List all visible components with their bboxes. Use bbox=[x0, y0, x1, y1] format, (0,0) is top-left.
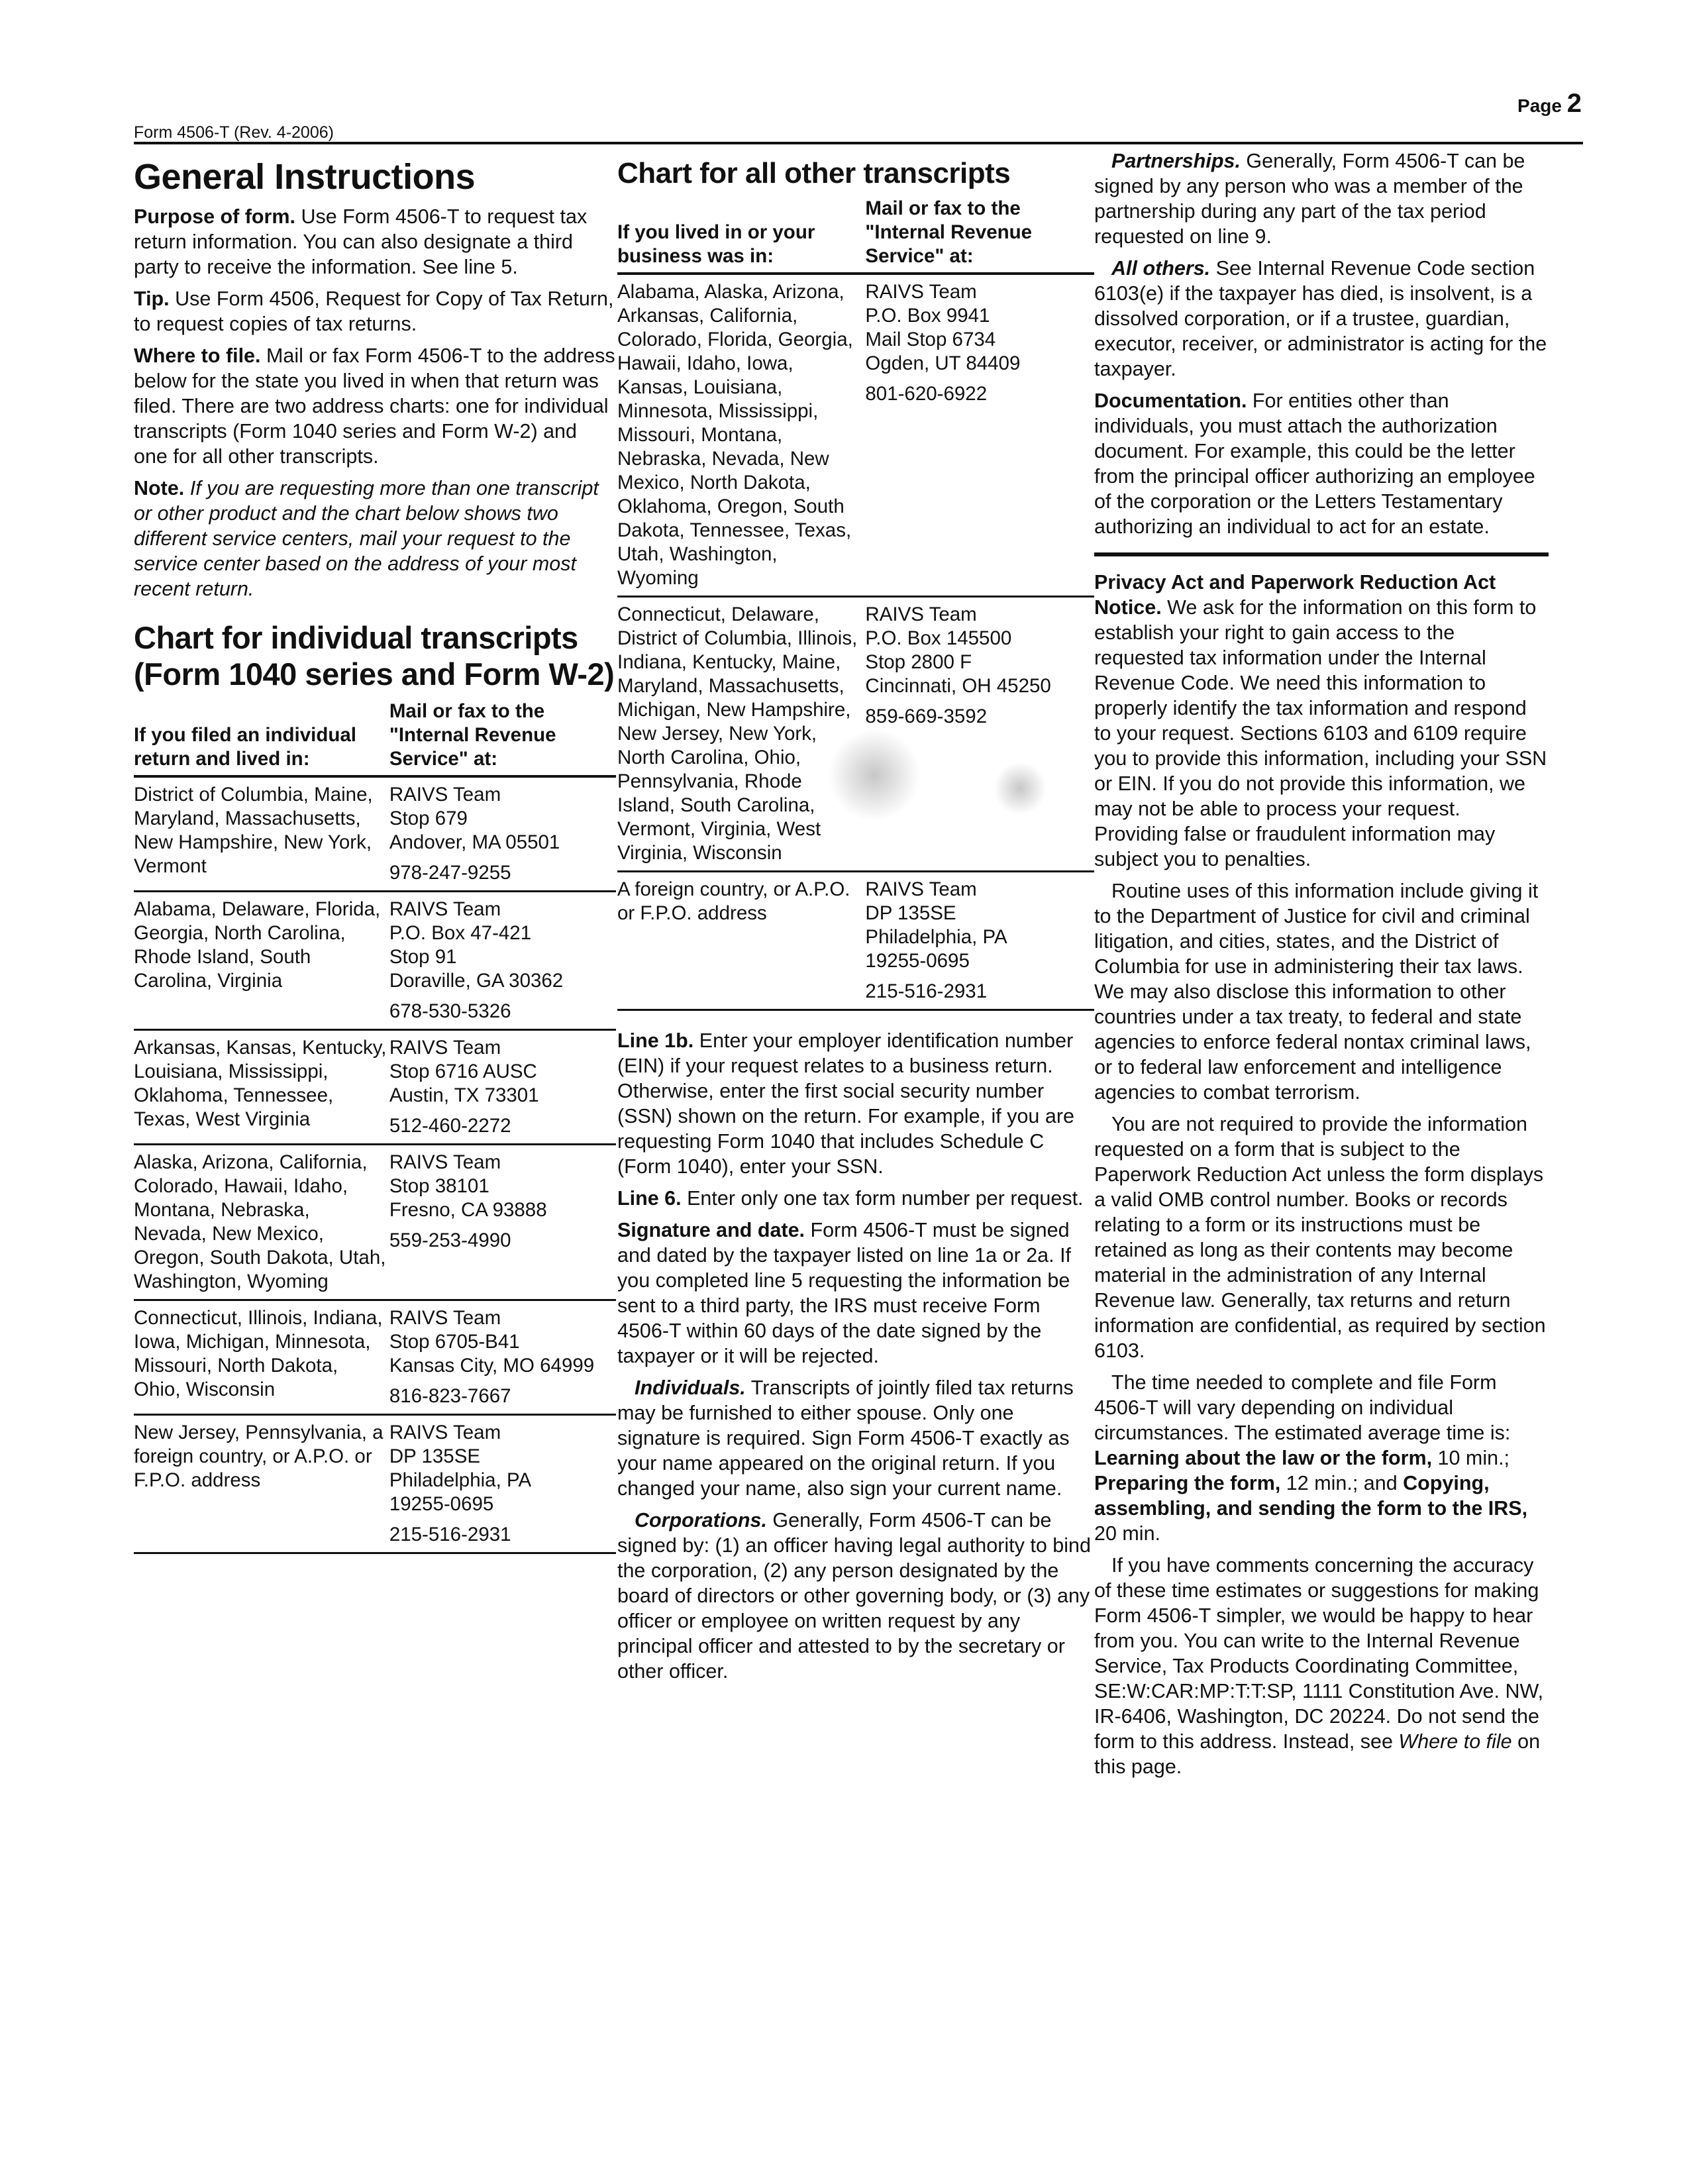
table-row bbox=[617, 274, 1094, 597]
mailing-address: RAIVS Team P.O. Box 145500 Stop 2800 F Cincinnati, OH 45250 bbox=[865, 603, 1051, 698]
state-list-cell: Alaska, Arizona, California, Colorado, Hawaii, Idaho, Montana, Nebraska, Nevada, New Mexico, Oregon, South Dakota, Utah, Washington, Wyoming bbox=[134, 1145, 389, 1300]
column-header-address: Mail or fax to the "Internal Revenue Service" at: bbox=[865, 197, 1094, 274]
paragraph-omb: You are not required to provide the information requested on a form that is subject to the Paperwork Reduction Act unless the form displays a valid OMB control number. Books or records relating to a form or its instructions must be retained as long as their contents may become material in the administration of any Internal Revenue law. Generally, tax returns and return information are confidential, as required by section 6103. bbox=[1094, 1113, 1546, 1362]
state-list-cell: Alabama, Alaska, Arizona, Arkansas, California, Colorado, Florida, Georgia, Hawaii, Idaho, Iowa, Kansas, Louisiana, Minnesota, Mississippi, Missouri, Montana, Nebraska, Nevada, New Mexico, North Dakota, Oklahoma, Oregon, South Dakota, Tennessee, Texas, Utah, Washington, Wyoming bbox=[617, 274, 865, 597]
state-list-cell: Connecticut, Delaware, District of Columbia, Illinois, Indiana, Kentucky, Maine, Maryland, Massachusetts, Michigan, New Hampshire, New Jersey, New York, North Carolina, Ohio, Pennsylvania, Rhode Island, South Carolina, Vermont, Virginia, West Virginia, Wisconsin bbox=[617, 597, 865, 872]
chart-title-individual: Chart for individual transcripts (Form 1040 series and Form W-2) bbox=[134, 620, 615, 692]
fax-phone-number: 678-530-5326 bbox=[389, 1000, 511, 1023]
mailing-address: RAIVS Team Stop 6705-B41 Kansas City, MO 64999 bbox=[389, 1307, 595, 1377]
mailing-address: RAIVS Team Stop 679 Andover, MA 05501 bbox=[389, 784, 560, 854]
paragraph-partnerships: Partnerships. Generally, Form 4506-T can be signed by any person who was a member of the partnership during any part of the tax period requested on line 9. bbox=[1094, 150, 1525, 248]
paragraph-privacy-act: Privacy Act and Paperwork Reduction Act Notice. We ask for the information on this form to establish your right to gain access to the requested tax information under the Internal Revenue Code. We need this information to properly identify the tax information and respond to your request. Sections 6103 and 6109 require you to provide this information, including your SSN or EIN. If you do not provide this information, we may not be able to process your request. Providing false or fraudulent information may subject you to penalties. bbox=[1094, 571, 1547, 870]
section-divider bbox=[1094, 552, 1549, 556]
fax-phone-number: 215-516-2931 bbox=[389, 1524, 511, 1546]
fax-phone-number: 978-247-9255 bbox=[389, 862, 511, 884]
column-1 bbox=[134, 156, 616, 1554]
fax-phone-number: 801-620-6922 bbox=[865, 383, 988, 405]
address-cell bbox=[389, 1030, 616, 1145]
page-number-value: 2 bbox=[1566, 89, 1582, 118]
mailing-address: RAIVS Team P.O. Box 9941 Mail Stop 6734 Ogden, UT 84409 bbox=[865, 281, 1021, 375]
table-row bbox=[134, 1030, 616, 1145]
address-cell bbox=[389, 776, 616, 892]
table-row bbox=[617, 872, 1094, 1010]
state-list-cell: Alabama, Delaware, Florida, Georgia, North Carolina, Rhode Island, South Carolina, Virginia bbox=[134, 892, 389, 1030]
column-2 bbox=[617, 156, 1094, 1690]
fax-phone-number: 816-823-7667 bbox=[389, 1385, 511, 1408]
form-identifier: Form 4506-T (Rev. 4-2006) bbox=[134, 123, 334, 142]
state-list-cell: Connecticut, Illinois, Indiana, Iowa, Michigan, Minnesota, Missouri, North Dakota, Ohio, Wisconsin bbox=[134, 1300, 389, 1415]
scan-smudge bbox=[994, 762, 1047, 815]
page-label: Page bbox=[1517, 95, 1562, 116]
other-address-table bbox=[617, 197, 1094, 1011]
paragraph-where-to-file: Where to file. Mail or fax Form 4506-T to the address below for the state you lived in when that return was filed. There are two address charts: one for individual transcripts (Form 1040 series and Form W-2) and one for all other transcripts. bbox=[134, 344, 615, 468]
paragraph-corporations: Corporations. Generally, Form 4506-T can be signed by: (1) an officer having legal authority to bind the corporation, (2) any person designated by the board of directors or other governing body, or (3) any officer or employee on written request by any principal officer and attested to by the secretary or other officer. bbox=[617, 1509, 1091, 1683]
fax-phone-number: 512-460-2272 bbox=[389, 1115, 511, 1137]
mailing-address: RAIVS Team Stop 38101 Fresno, CA 93888 bbox=[389, 1151, 547, 1222]
paragraph-signature: Signature and date. Form 4506-T must be signed and dated by the taxpayer listed on line 1a or 2a. If you completed line 5 requesting the information be sent to a third party, the IRS must receive Form 4506-T within 60 days of the date signed by the taxpayer or it will be rejected. bbox=[617, 1219, 1072, 1368]
paragraph-line-1b: Line 1b. Enter your employer identification number (EIN) if your request relates to a business return. Otherwise, enter the first social security number (SSN) shown on the return. For example, if you are requesting Form 1040 that includes Schedule C (Form 1040), enter your SSN. bbox=[617, 1029, 1074, 1178]
address-cell bbox=[389, 1300, 616, 1415]
fax-phone-number: 215-516-2931 bbox=[865, 980, 988, 1003]
address-cell bbox=[865, 597, 1094, 872]
section-title-general-instructions: General Instructions bbox=[134, 157, 476, 197]
paragraph-all-others: All others. See Internal Revenue Code section 6103(e) if the taxpayer has died, is insolvent, is a dissolved corporation, or if a trustee, guardian, executor, receiver, or administrator is acting for the taxpayer. bbox=[1094, 257, 1547, 380]
column-header-address: Mail or fax to the "Internal Revenue Service" at: bbox=[389, 700, 616, 776]
paragraph-line-6: Line 6. Enter only one tax form number per request. bbox=[617, 1187, 1084, 1210]
mailing-address: RAIVS Team Stop 6716 AUSC Austin, TX 73301 bbox=[389, 1037, 539, 1107]
column-3 bbox=[1094, 148, 1549, 1786]
address-cell bbox=[389, 1415, 616, 1553]
address-cell bbox=[865, 872, 1094, 1010]
fax-phone-number: 559-253-4990 bbox=[389, 1229, 511, 1252]
table-body bbox=[617, 274, 1094, 1010]
table-row bbox=[134, 1145, 616, 1300]
paragraph-comments: If you have comments concerning the accuracy of these time estimates or suggestions for making Form 4506-T simpler, we would be happy to hear from you. You can write to the Internal Revenue Service, Tax Products Coordinating Committee, SE:W:CAR:MP:T:T:SP, 1111 Constitution Ave. NW, IR-6406, Washington, DC 20224. Do not send the form to this address. Instead, see Where to file on this page. bbox=[1094, 1554, 1544, 1778]
paragraph-tip: Tip. Use Form 4506, Request for Copy of Tax Return, to request copies of tax returns. bbox=[134, 287, 614, 336]
column-header-state: If you lived in or your business was in: bbox=[617, 197, 865, 274]
header-rule bbox=[134, 142, 1583, 144]
paragraph-note: Note. If you are requesting more than one transcript or other product and the chart below shows two different service centers, mail your request to the service center based on the address of your most recent return. bbox=[134, 477, 599, 601]
state-list-cell: A foreign country, or A.P.O. or F.P.O. address bbox=[617, 872, 865, 1010]
state-list-cell: District of Columbia, Maine, Maryland, Massachusetts, New Hampshire, New York, Vermont bbox=[134, 776, 389, 892]
paragraph-time-estimate: The time needed to complete and file Form 4506-T will vary depending on individual circumstances. The estimated average time is: Learning about the law or the form, 10 min.; Preparing the form, 12 min.; and Copying, assembling, and sending the form to the IRS, 20 min. bbox=[1094, 1371, 1528, 1545]
paragraph-documentation: Documentation. For entities other than individuals, you must attach the authorization document. For example, this could be the letter from the principal officer authorizing an employee of the corporation or the Letters Testamentary authorizing an individual to act for an estate. bbox=[1094, 390, 1535, 538]
column-header-state: If you filed an individual return and lived in: bbox=[134, 700, 389, 776]
individual-address-table bbox=[134, 700, 616, 1554]
table-body bbox=[134, 776, 616, 1553]
mailing-address: RAIVS Team DP 135SE Philadelphia, PA 19255-0695 bbox=[865, 878, 1007, 972]
mailing-address: RAIVS Team P.O. Box 47-421 Stop 91 Doraville, GA 30362 bbox=[389, 898, 564, 992]
address-cell bbox=[865, 274, 1094, 597]
table-header-row bbox=[134, 700, 616, 776]
table-row bbox=[134, 776, 616, 892]
mailing-address: RAIVS Team DP 135SE Philadelphia, PA 19255-0695 bbox=[389, 1422, 532, 1516]
address-cell bbox=[389, 892, 616, 1030]
scan-smudge bbox=[828, 729, 921, 821]
fax-phone-number: 859-669-3592 bbox=[865, 705, 988, 728]
paragraph-purpose: Purpose of form. Use Form 4506-T to request tax return information. You can also designate a third party to receive the information. See line 5. bbox=[134, 205, 588, 279]
table-header-row bbox=[617, 197, 1094, 274]
chart-title-other: Chart for all other transcripts bbox=[617, 157, 1011, 189]
table-row bbox=[134, 1300, 616, 1415]
state-list-cell: New Jersey, Pennsylvania, a foreign country, or A.P.O. or F.P.O. address bbox=[134, 1415, 389, 1553]
table-row bbox=[134, 892, 616, 1030]
page-number bbox=[1517, 89, 1582, 119]
table-row bbox=[134, 1415, 616, 1553]
paragraph-individuals: Individuals. Transcripts of jointly filed tax returns may be furnished to either spouse. Only one signature is required. Sign Form 4506-T exactly as your name appeared on the original return. If you changed your name, also sign your current name. bbox=[617, 1377, 1074, 1500]
address-cell bbox=[389, 1145, 616, 1300]
state-list-cell: Arkansas, Kansas, Kentucky, Louisiana, Mississippi, Oklahoma, Tennessee, Texas, West Virginia bbox=[134, 1030, 389, 1145]
paragraph-routine-uses: Routine uses of this information include giving it to the Department of Justice for civil and criminal litigation, and cities, states, and the District of Columbia for use in administering their tax laws. We may also disclose this information to other countries under a tax treaty, to federal and state agencies to enforce federal nontax criminal laws, or to federal law enforcement and intelligence agencies to combat terrorism. bbox=[1094, 880, 1539, 1104]
